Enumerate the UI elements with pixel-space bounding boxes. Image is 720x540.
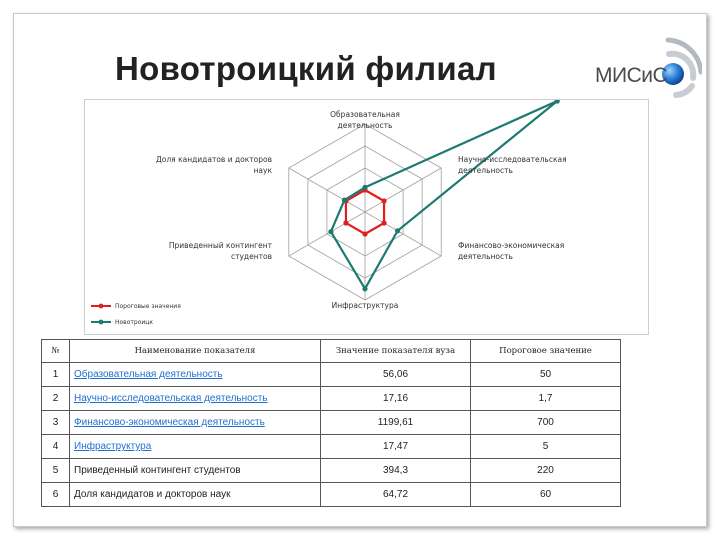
threshold-value: 220	[471, 459, 621, 483]
radar-axis-label-line: Доля кандидатов и докторов	[155, 155, 272, 164]
radar-axis-label-line: Финансово-экономическая	[458, 241, 565, 250]
radar-axis-label	[156, 155, 273, 175]
table-row	[42, 387, 621, 411]
table-row	[42, 363, 621, 387]
header-number: №	[42, 340, 70, 363]
radar-chart-svg	[85, 100, 648, 334]
slide-title: Новотроицкий филиал	[115, 50, 497, 87]
radar-axis-label	[332, 301, 399, 310]
radar-axis-label-line: деятельность	[458, 252, 513, 261]
radar-chart	[84, 99, 649, 335]
radar-axis-label-line: студентов	[230, 252, 272, 261]
indicator-name: Приведенный контингент студентов	[70, 459, 321, 483]
indicator-value: 17,16	[321, 387, 471, 411]
row-number: 3	[42, 411, 70, 435]
radar-axis-label-line: деятельность	[458, 166, 513, 175]
row-number: 2	[42, 387, 70, 411]
radar-data-point	[395, 228, 400, 233]
header-university-value: Значение показателя вуза	[321, 340, 471, 363]
radar-data-point	[362, 286, 367, 291]
indicator-value: 394,3	[321, 459, 471, 483]
table-row	[42, 411, 621, 435]
radar-data-point	[381, 220, 386, 225]
header-indicator-name: Наименование показателя	[70, 340, 321, 363]
radar-axis-label	[330, 110, 400, 130]
table-row	[42, 435, 621, 459]
row-number: 5	[42, 459, 70, 483]
indicator-link[interactable]: Научно-исследовательская деятельность	[70, 387, 321, 411]
table-row	[42, 459, 621, 483]
radar-axis-label	[458, 155, 567, 175]
radar-axis-label-line: Образовательная	[330, 110, 400, 119]
radar-axis-label-line: Инфраструктура	[331, 301, 399, 310]
indicator-value: 17,47	[321, 435, 471, 459]
radar-data-point	[362, 231, 367, 236]
radar-axis-label	[169, 241, 273, 261]
indicator-link[interactable]: Инфраструктура	[70, 435, 321, 459]
indicator-value: 64,72	[321, 483, 471, 507]
header-threshold-value: Пороговое значение	[471, 340, 621, 363]
legend-label: Пороговые значения	[115, 303, 181, 310]
indicator-link[interactable]: Финансово-экономическая деятельность	[70, 411, 321, 435]
row-number: 6	[42, 483, 70, 507]
radar-axis-label-line: Научно-исследовательская	[458, 155, 567, 164]
table-row	[42, 483, 621, 507]
radar-axis-label-line: наук	[253, 166, 272, 175]
radar-axis-label-line: Приведенный контингент	[168, 241, 272, 250]
threshold-value: 700	[471, 411, 621, 435]
radar-data-point	[343, 220, 348, 225]
indicators-table	[41, 339, 621, 507]
table-header-row	[42, 340, 621, 363]
radar-data-point	[342, 198, 347, 203]
logo-text: МИСиС	[595, 64, 668, 87]
radar-data-point	[381, 198, 386, 203]
indicator-name: Доля кандидатов и докторов наук	[70, 483, 321, 507]
radar-axis-label-line: деятельность	[337, 121, 393, 130]
threshold-value: 1,7	[471, 387, 621, 411]
legend-swatch-marker	[99, 320, 104, 325]
threshold-value: 5	[471, 435, 621, 459]
indicator-link[interactable]: Образовательная деятельность	[70, 363, 321, 387]
radar-data-point	[328, 229, 333, 234]
threshold-value: 60	[471, 483, 621, 507]
radar-data-point	[362, 185, 367, 190]
threshold-value: 50	[471, 363, 621, 387]
legend-label: Новотроицк	[115, 319, 153, 326]
indicator-value: 56,06	[321, 363, 471, 387]
row-number: 1	[42, 363, 70, 387]
legend-swatch-marker	[99, 304, 104, 309]
row-number: 4	[42, 435, 70, 459]
indicator-value: 1199,61	[321, 411, 471, 435]
radar-axis-label	[458, 241, 564, 261]
